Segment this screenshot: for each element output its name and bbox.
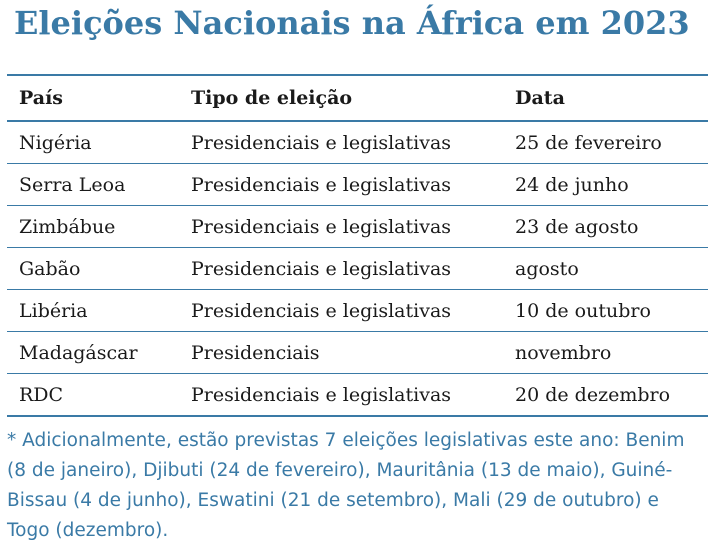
table-row — [7, 374, 708, 417]
table-row — [7, 206, 708, 248]
table-row — [7, 332, 708, 374]
cell-country: Nigéria — [7, 121, 179, 164]
header-election-type: Tipo de eleição — [179, 75, 503, 121]
table-row — [7, 248, 708, 290]
header-country: País — [7, 75, 179, 121]
table-row — [7, 290, 708, 332]
elections-table — [7, 74, 708, 417]
table-row — [7, 164, 708, 206]
cell-election-type: Presidenciais e legislativas — [179, 121, 503, 164]
cell-election-type: Presidenciais e legislativas — [179, 290, 503, 332]
cell-country: Madagáscar — [7, 332, 179, 374]
cell-election-type: Presidenciais e legislativas — [179, 164, 503, 206]
cell-date: agosto — [503, 248, 708, 290]
cell-date: 25 de fevereiro — [503, 121, 708, 164]
cell-country: Gabão — [7, 248, 179, 290]
cell-election-type: Presidenciais — [179, 332, 503, 374]
page-title: Eleições Nacionais na África em 2023 — [14, 4, 690, 42]
elections-table-container — [7, 74, 708, 417]
cell-date: 23 de agosto — [503, 206, 708, 248]
cell-date: 10 de outubro — [503, 290, 708, 332]
header-date: Data — [503, 75, 708, 121]
cell-date: novembro — [503, 332, 708, 374]
cell-country: Libéria — [7, 290, 179, 332]
cell-country: Zimbábue — [7, 206, 179, 248]
table-row — [7, 121, 708, 164]
cell-election-type: Presidenciais e legislativas — [179, 206, 503, 248]
cell-date: 24 de junho — [503, 164, 708, 206]
cell-election-type: Presidenciais e legislativas — [179, 248, 503, 290]
cell-date: 20 de dezembro — [515, 383, 671, 406]
cell-election-type: Presidenciais e legislativas — [191, 383, 452, 406]
cell-country: Serra Leoa — [7, 164, 179, 206]
table-header-row — [7, 75, 708, 121]
footnote: * Adicionalmente, estão previstas 7 eleições legislativas este ano: Benim (8 de janeiro), Djibuti (24 de fevereiro), Mauritânia (13 de maio), Guiné-Bissau (4 de junho), Eswatini (21 de setembro), Mali (29 de outubro) e Togo (dezembro). — [7, 430, 685, 541]
cell-country: RDC — [19, 383, 64, 406]
